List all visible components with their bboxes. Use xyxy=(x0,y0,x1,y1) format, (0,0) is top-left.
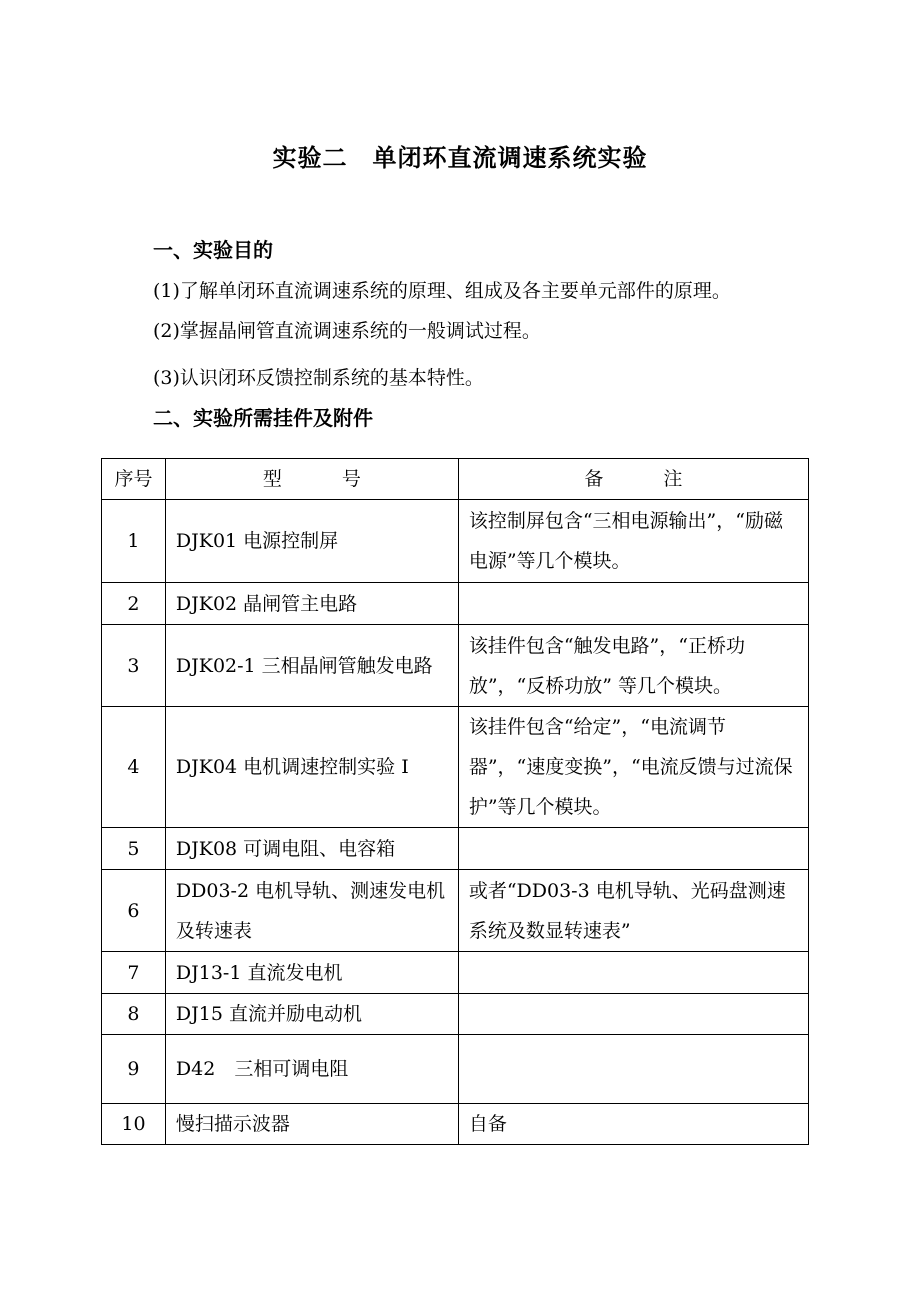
purpose-item-2: (2)掌握晶闸管直流调速系统的一般调试过程。 xyxy=(153,320,541,342)
header-model-label: 型号 xyxy=(262,468,421,490)
row-model: DJK02 晶闸管主电路 xyxy=(165,583,458,625)
header-note-label: 备注 xyxy=(584,468,743,490)
table-row xyxy=(102,583,809,625)
table-row xyxy=(102,625,809,707)
table-row xyxy=(102,1104,809,1145)
equipment-table xyxy=(101,458,809,1145)
table-row xyxy=(102,870,809,952)
row-note: 或者“DD03-3 电机导轨、光码盘测速系统及数显转速表” xyxy=(458,870,808,952)
row-note: 该挂件包含“给定”，“电流调节器”，“速度变换”，“电流反馈与过流保护”等几个模块。 xyxy=(458,707,808,828)
row-note xyxy=(458,583,808,625)
table-row xyxy=(102,994,809,1035)
row-model: DJ13-1 直流发电机 xyxy=(165,952,458,994)
row-model: DJK01 电源控制屏 xyxy=(165,500,458,583)
row-model: DJK02-1 三相晶闸管触发电路 xyxy=(165,625,458,707)
row-note xyxy=(458,994,808,1035)
row-seq: 5 xyxy=(102,828,166,870)
purpose-item-1: (1)了解单闭环直流调速系统的原理、组成及各主要单元部件的原理。 xyxy=(153,280,731,302)
section-heading-equipment: 二、实验所需挂件及附件 xyxy=(153,406,373,430)
table-row xyxy=(102,707,809,828)
header-note xyxy=(458,459,808,500)
row-seq: 7 xyxy=(102,952,166,994)
row-model: 慢扫描示波器 xyxy=(165,1104,458,1145)
section-heading-purpose: 一、实验目的 xyxy=(153,238,273,262)
row-seq: 10 xyxy=(102,1104,166,1145)
row-seq: 8 xyxy=(102,994,166,1035)
row-seq: 9 xyxy=(102,1035,166,1104)
row-note xyxy=(458,952,808,994)
row-note: 自备 xyxy=(458,1104,808,1145)
page-title: 实验二 单闭环直流调速系统实验 xyxy=(272,144,648,172)
table-row xyxy=(102,500,809,583)
purpose-item-3: (3)认识闭环反馈控制系统的基本特性。 xyxy=(153,367,484,389)
row-model: DJ15 直流并励电动机 xyxy=(165,994,458,1035)
row-note: 该挂件包含“触发电路”，“正桥功放”，“反桥功放” 等几个模块。 xyxy=(458,625,808,707)
row-note xyxy=(458,828,808,870)
row-model: D42 三相可调电阻 xyxy=(165,1035,458,1104)
row-model: DJK08 可调电阻、电容箱 xyxy=(165,828,458,870)
table-header-row xyxy=(102,459,809,500)
row-model: DD03-2 电机导轨、测速发电机及转速表 xyxy=(165,870,458,952)
row-seq: 2 xyxy=(102,583,166,625)
header-model xyxy=(165,459,458,500)
table-row xyxy=(102,828,809,870)
row-note: 该控制屏包含“三相电源输出”，“励磁电源”等几个模块。 xyxy=(458,500,808,583)
row-note xyxy=(458,1035,808,1104)
table-row xyxy=(102,952,809,994)
table-row xyxy=(102,1035,809,1104)
row-model: DJK04 电机调速控制实验 I xyxy=(165,707,458,828)
row-seq: 4 xyxy=(102,707,166,828)
row-seq: 6 xyxy=(102,870,166,952)
row-seq: 3 xyxy=(102,625,166,707)
row-seq: 1 xyxy=(102,500,166,583)
header-seq: 序号 xyxy=(102,459,166,500)
